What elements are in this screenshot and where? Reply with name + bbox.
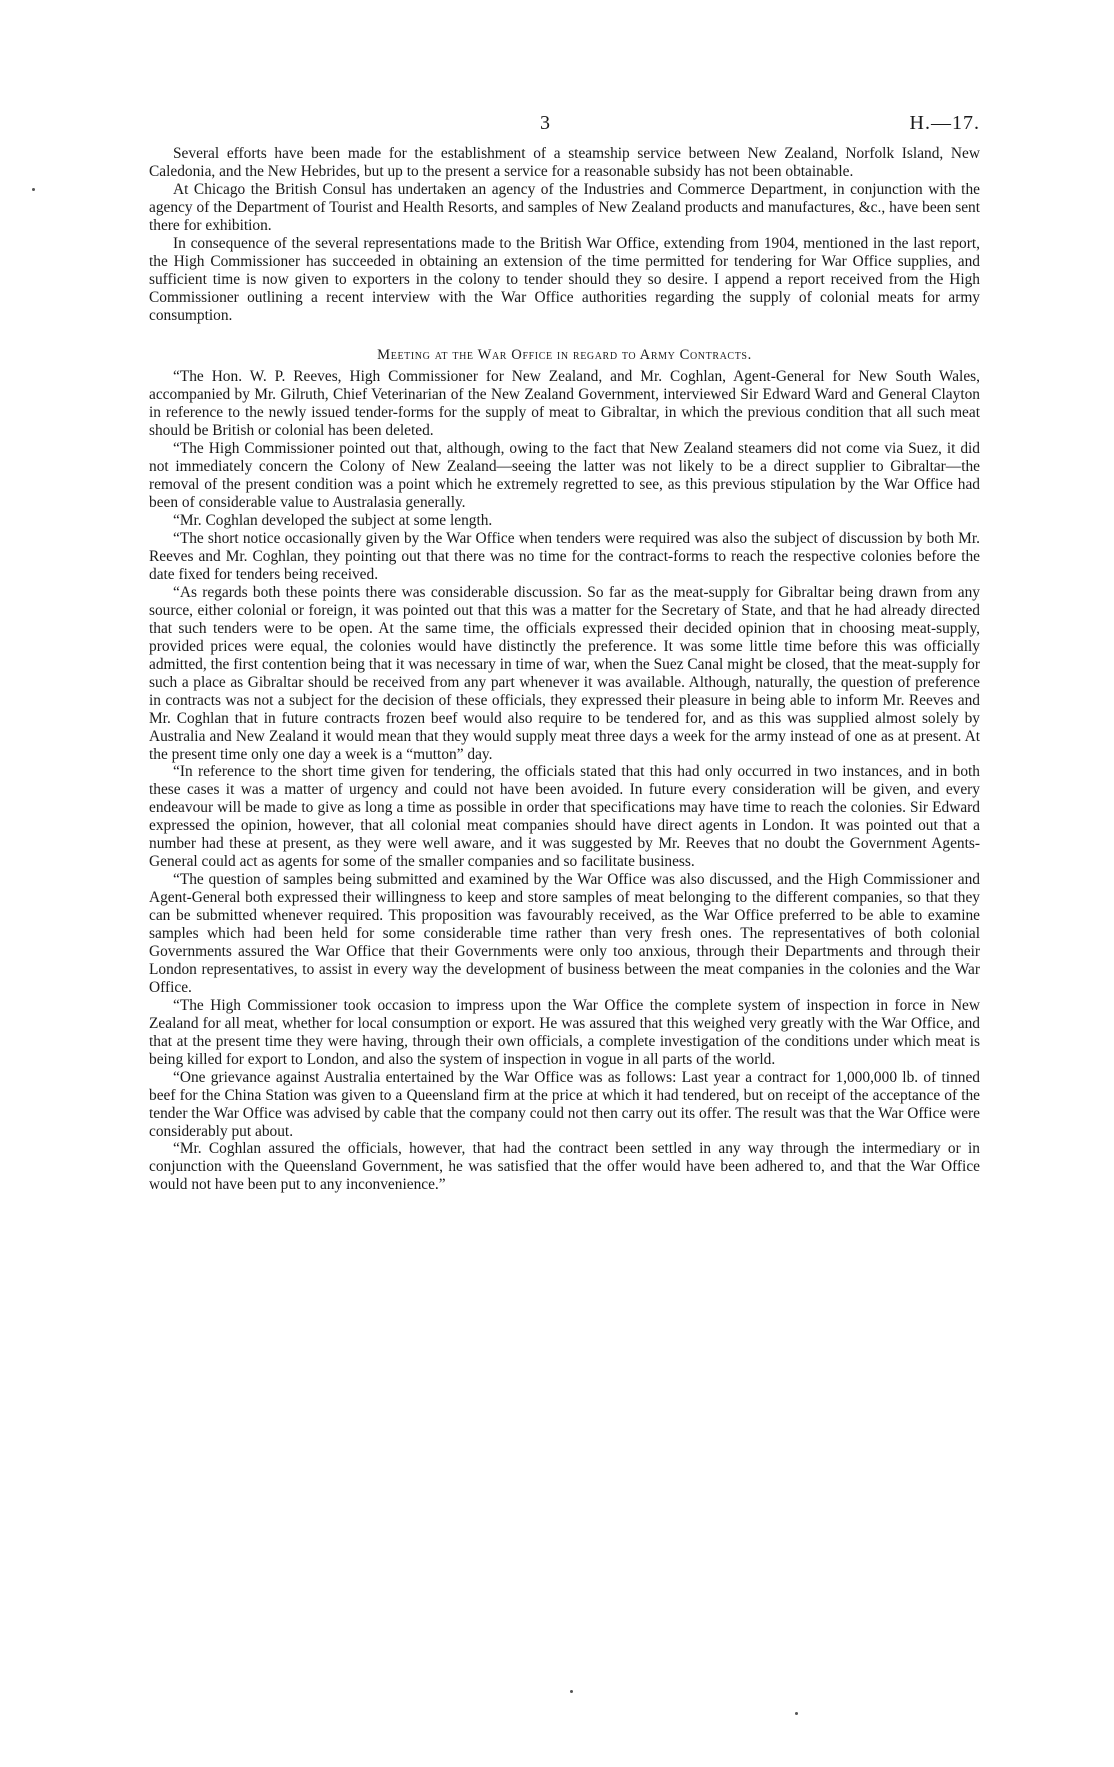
body-text (149, 145, 980, 1194)
paragraph-grievance: “One grievance against Australia entertained by the War Office was as follows: Last year a contract for 1,000,000 lb. of tinned beef for the China Station was given to a Queensland firm at the price at which it had tendered, but on receipt of the acceptance of the tender the War Office was advised by cable that the company could not then carry out its offer. The result was that the War Office were considerably put about. (149, 1068, 980, 1140)
page-number: 3 (540, 112, 550, 134)
page-header (150, 112, 980, 142)
scan-speck (795, 1712, 798, 1715)
scan-speck (570, 1690, 573, 1693)
paragraph-discussion-points: “As regards both these points there was considerable discussion. So far as the meat-supply for Gibraltar being drawn from any source, either colonial or foreign, it was pointed out that this was a matter for the Secretary of State, and that he had already directed that such tenders were to be open. At the same time, the officials expressed their decided opinion that in choosing meat-supply, provided prices were equal, the colonies would have distinctly the preference. It was some little time before this was officially admitted, the first contention being that it was necessary in time of war, when the Suez Canal might be closed, that the meat-supply for such a place as Gibraltar should be received from any part whenever it was available. Although, naturally, the question of preference in contracts was not a subject for the decision of these officials, they expressed their pleasure in being able to inform Mr. Reeves and Mr. Coghlan that in future contracts frozen beef would also require to be tendered for, and as this was supplied almost solely by Australia and New Zealand it would mean that they would supply meat three days a week for the army instead of one as at present. At the present time only one day a week is a “mutton” day. (149, 583, 980, 763)
paragraph-steamship-service: Several efforts have been made for the establishment of a steamship service between New Zealand, Norfolk Island, New Caledonia, and the New Hebrides, but up to the present a service for a reasonable subsidy has not been obtainable. (149, 145, 980, 180)
paragraph-short-notice: “The short notice occasionally given by the War Office when tenders were required was also the subject of discussion by both Mr. Reeves and Mr. Coghlan, they pointing out that there was no time for the contract-forms to reach the respective colonies before the date fixed for tenders being received. (149, 530, 980, 583)
paragraph-gibraltar-condition: “The High Commissioner pointed out that, although, owing to the fact that New Zealand steamers did not come via Suez, it did not immediately concern the Colony of New Zealand—seeing the latter was not likely to be a direct supplier to Gibraltar—the removal of the present condition was a point which he extremely regretted to see, as this previous stipulation by the War Office had been of considerable value to Australasia generally. (149, 440, 980, 512)
paragraph-samples: “The question of samples being submitted and examined by the War Office was also discussed, and the High Commissioner and Agent-General both expressed their willingness to keep and store samples of meat belonging to the different companies, so that they can be submitted whenever required. This proposition was favourably received, as the War Office preferred to be able to examine samples which had been held for some considerable time rather than very fresh ones. The representatives of both colonial Governments assured the War Office that their Governments were only too anxious, through their Departments and through their London representatives, to assist in every way the development of business between the meat companies in the colonies and the War Office. (149, 871, 980, 996)
scan-speck (32, 188, 35, 191)
paragraph-meeting-attendees: “The Hon. W. P. Reeves, High Commissioner for New Zealand, and Mr. Coghlan, Agent-General for New South Wales, accompanied by Mr. Gilruth, Chief Veterinarian of the New Zealand Government, interviewed Sir Edward Ward and General Clayton in reference to the newly issued tender-forms for the supply of meat to Gibraltar, in which the previous condition that all such meat should be British or colonial has been deleted. (149, 368, 980, 440)
document-reference: H.—17. (909, 112, 980, 134)
paragraph-chicago-agency: At Chicago the British Consul has undertaken an agency of the Industries and Commerce Department, in conjunction with the agency of the Department of Tourist and Health Resorts, and samples of New Zealand products and manufactures, &c., have been sent there for exhibition. (149, 180, 980, 234)
paragraph-coghlan-assurance: “Mr. Coghlan assured the officials, however, that had the contract been settled in any way through the intermediary or in conjunction with the Queensland Government, he was satisfied that the offer would have been adhered to, and that the War Office would not have been put to any inconvenience.” (149, 1140, 980, 1194)
paragraph-tendering-time: “In reference to the short time given for tendering, the officials stated that this had only occurred in two instances, and in both these cases it was a matter of urgency and could not have been avoided. In future every consideration will be given, and every endeavour will be made to give as long a time as possible in order that specifications may have time to reach the colonies. Sir Edward expressed the opinion, however, that all colonial meat companies should have direct agents in London. It was pointed out that a number had these at present, as they were well aware, and it was suggested by Mr. Reeves that no doubt the Government Agents-General could act as agents for some of the smaller companies and so facilitate business. (149, 763, 980, 871)
section-heading: Meeting at the War Office in regard to Army Contracts. (377, 346, 752, 363)
paragraph-coghlan-developed: “Mr. Coghlan developed the subject at some length. (173, 512, 493, 530)
paragraph-inspection-system: “The High Commissioner took occasion to impress upon the War Office the complete system of inspection in force in New Zealand for all meat, whether for local consumption or export. He was assured that this weighed very greatly with the War Office, and that at the present time they were having, through their own officials, a complete investigation of the conditions under which meat is being killed for export to London, and also the system of inspection in vogue in all parts of the world. (149, 996, 980, 1068)
paragraph-war-office-tendering: In consequence of the several representations made to the British War Office, extending from 1904, mentioned in the last report, the High Commissioner has succeeded in obtaining an extension of the time permitted for tendering for War Office supplies, and sufficient time is now given to exporters in the colony to tender should they so desire. I append a report received from the High Commissioner outlining a recent interview with the War Office authorities regarding the supply of colonial meats for army consumption. (149, 234, 980, 324)
